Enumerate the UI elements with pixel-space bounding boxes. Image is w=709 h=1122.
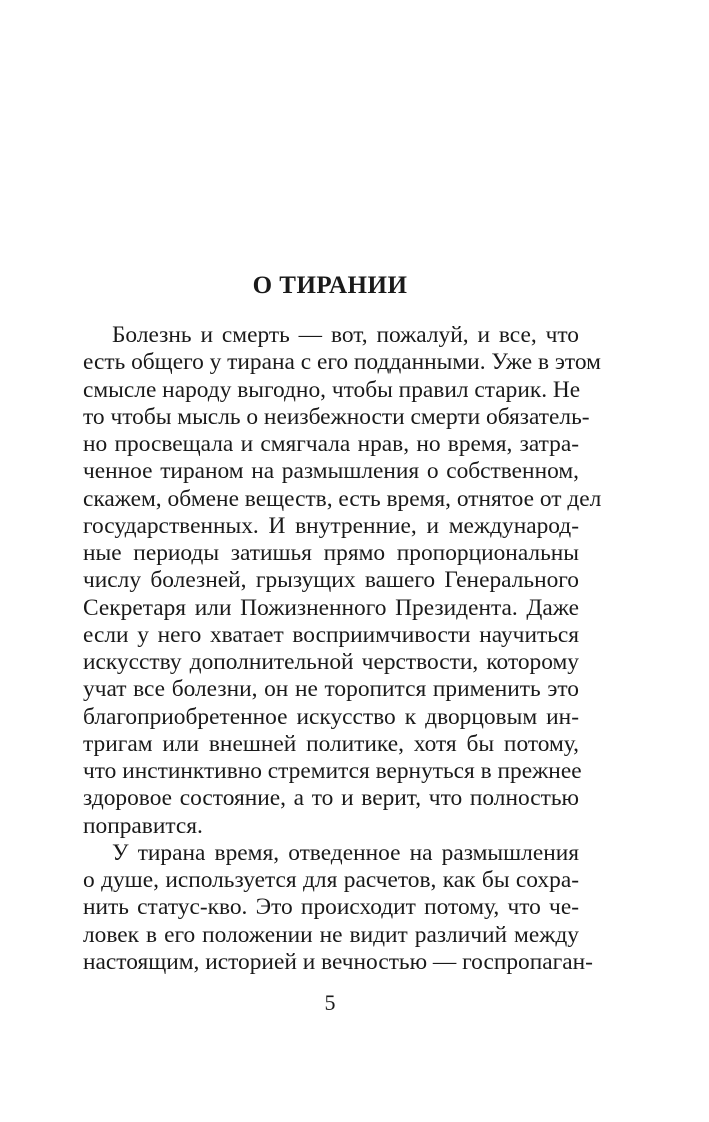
text-line: то чтобы мысль о неизбежности смерти обязатель- bbox=[83, 403, 590, 430]
page-number: 5 bbox=[324, 990, 336, 1015]
paragraph-1 bbox=[83, 322, 602, 840]
text-line: ные периоды затишья прямо пропорциональны bbox=[83, 540, 579, 566]
text-line: если у него хватает восприимчивости научиться bbox=[83, 621, 579, 648]
text-line: нить статус-кво. Это происходит потому, что че- bbox=[83, 894, 579, 921]
text-line: но просвещала и смягчала нрав, но время, затра- bbox=[83, 431, 579, 457]
text-line: здоровое состояние, а то и верит, что полностью bbox=[83, 785, 579, 812]
text-line: благоприобретенное искусство к дворцовым ин- bbox=[83, 703, 579, 730]
text-line: поправится. bbox=[83, 812, 203, 839]
text-line: учат все болезни, он не торопится применить это bbox=[83, 676, 579, 703]
text-line: настоящим, историей и вечностью — госпропаган- bbox=[83, 948, 593, 975]
text-line: о душе, используется для расчетов, как бы сохра- bbox=[83, 867, 579, 893]
text-line: искусству дополнительной черствости, которому bbox=[83, 649, 579, 675]
text-line: что инстинктивно стремится вернуться в прежнее bbox=[83, 758, 582, 784]
paragraph-2 bbox=[83, 839, 593, 976]
text-line: ловек в его положении не видит различий между bbox=[83, 921, 579, 948]
text-line: ченное тираном на размышления о собственном, bbox=[83, 458, 579, 485]
text-line: есть общего у тирана с его подданными. Уже в этом bbox=[83, 349, 601, 376]
text-line: смысле народу выгодно, чтобы правил старик. Не bbox=[83, 376, 581, 403]
text-line: Болезнь и смерть — вот, пожалуй, и все, что bbox=[112, 322, 579, 348]
text-line: скажем, обмене веществ, есть время, отнятое от дел bbox=[83, 485, 602, 512]
text-line: У тирана время, отведенное на размышления bbox=[112, 839, 579, 866]
text-line: Секретаря или Пожизненного Президента. Даже bbox=[83, 594, 579, 621]
body-text bbox=[83, 322, 602, 976]
text-line: государственных. И внутренние, и международ- bbox=[83, 512, 579, 539]
text-line: числу болезней, грызущих вашего Генерального bbox=[83, 567, 579, 594]
text-line: тригам или внешней политике, хотя бы потому, bbox=[83, 730, 579, 757]
chapter-title: О ТИРАНИИ bbox=[252, 272, 408, 299]
